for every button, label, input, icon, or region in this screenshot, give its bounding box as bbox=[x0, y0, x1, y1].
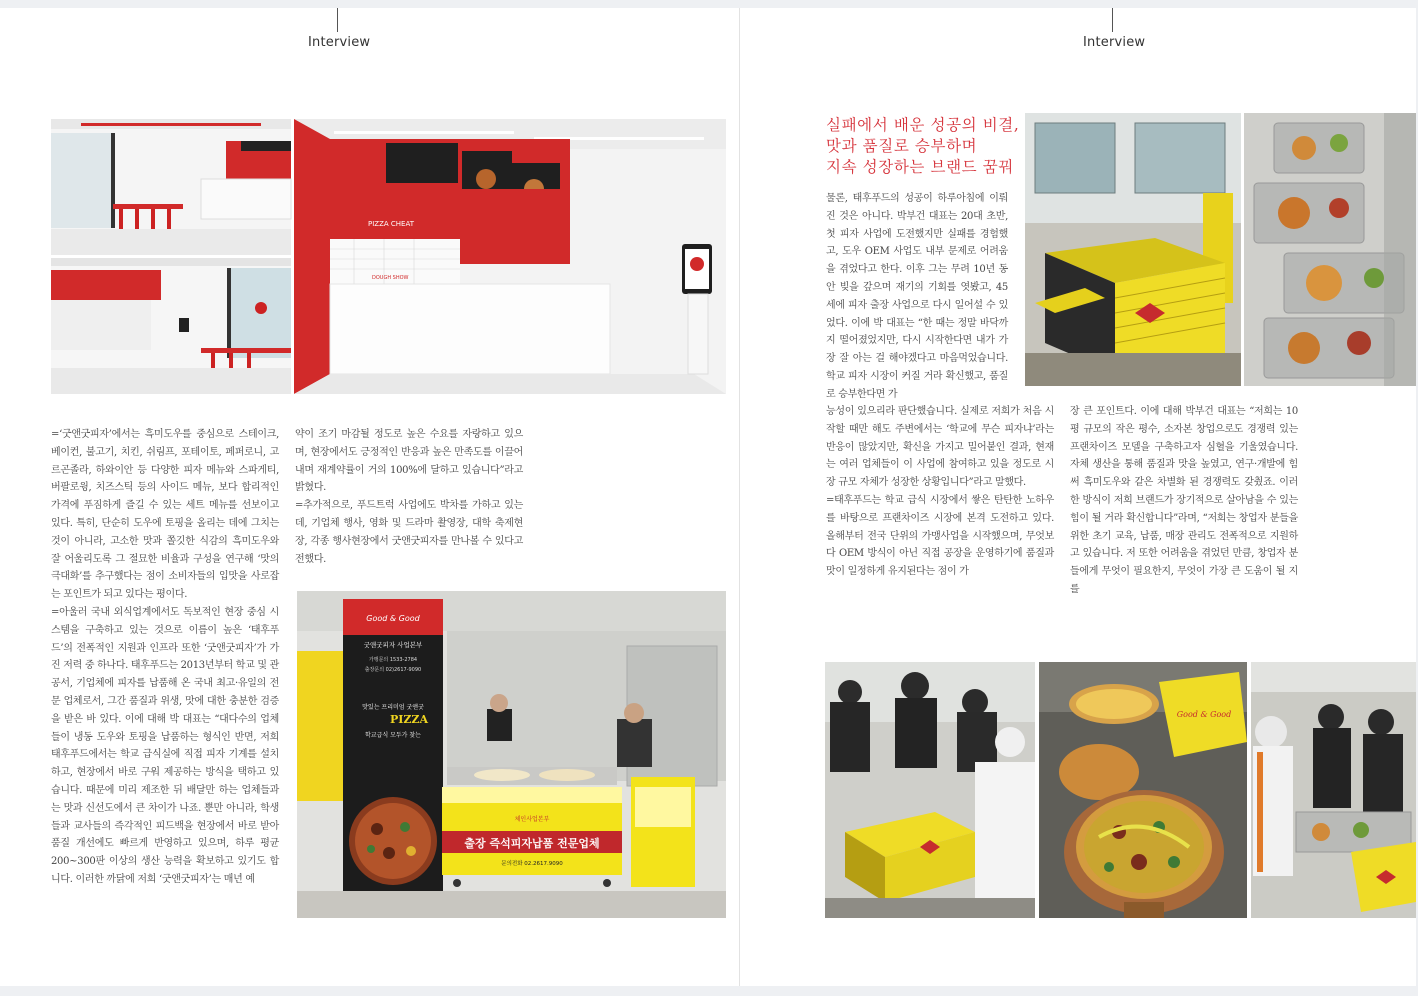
cart-subtitle: 체인사업본부 bbox=[514, 816, 550, 823]
article-heading: 실패에서 배운 성공의 비결, 맛과 품질로 승부하며 지속 성장하는 브랜드 꿈꿔 bbox=[826, 116, 1020, 176]
article-column-1-top: 물론, 태후푸드의 성공이 하루아침에 이뤄진 것은 아니다. 박부건 대표는 20대 초반, 첫 피자 사업에 도전했지만 실패를 경험했고, 도우 OEM 사업도 내부 문제로 어려움을 겪었다고 한다. 이후 그는 무려 10년 동안 빚을 갚으며 재기의 기회를 엿봤고, 45세에 피자 출장 사업으로 다시 일어설 수 있었다. 이에 박 대표는 “한 때는 정말 바닥까지 떨어졌었지만, 다시 시작한다면 내가 가장 잘 아는 걸 해야겠다고 마음먹었습니다. 학교 피자 시장이 커질 거라 확신했고, 품질로 승부한다면 가 bbox=[826, 193, 1011, 400]
pizza-peel-photo bbox=[1039, 662, 1247, 918]
store-interior-photo-2 bbox=[51, 258, 291, 394]
header-rule bbox=[337, 8, 338, 32]
banner-slogan-2: 학교급식 모두가 찾는 bbox=[365, 732, 421, 739]
article-column-1: =‘굿앤굿피자’에서는 흑미도우를 중심으로 스테이크, 베이컨, 불고기, 치킨, 쉬림프, 포테이토, 페퍼로니, 고르곤졸라, 하와이안 등 다양한 피자 메뉴와 스파게티, 버팔로윙, 치즈스틱 등의 사이드 메뉴, 보다 합리적인 가격에 푸짐하게 즐길 수 있는 세트 메뉴를 선보이고 있다. 특히, 단순히 도우에 토핑을 올리는 데에 그치는 것이 아니라, 고소한 맛과 쫄깃한 식감의 흑미도우와 잘 어울리도록 그 절묘한 비율과 구성을 연구해 ‘맛의 극대화’를 추구했다는 점이 소비자들의 입맛을 사로잡는 포인트가 되고 있다는 평이다. =아울러 국내 외식업계에서도 독보적인 현장 중심 시스템을 구축하고 있는 것으로 이름이 높은 ‘태후푸드’의 전폭적인 지원과 인프라 또한 ‘굿앤굿피자’가 가진 저력 중 하나다. 태후푸드는 2013년부터 학교 및 관공서, 기업체에 피자를 납품해 온 국내 최고·유일의 전문 업체로서, 그간 품질과 위생, 맛에 대한 충분한 검증을 받은 바 있다. 이에 대해 박 대표는 “대다수의 업체들이 냉동 도우와 토핑을 납품하는 형식인 반면, 저희 태후푸드에서는 학교 급식실에 직접 피자 기계를 설치하고, 현장에서 바로 구워 제공하는 방식을 택하고 있습니다. 때문에 미리 제조한 뒤 배달만 하는 업체들과는 맛과 신선도에서 큰 차이가 나죠. 뿐만 아니라, 학생들과 교사들의 즉각적인 피드백을 현장에서 바로 받아 품질 개선에도 빠르게 반영하고 있으며, 하루 평균 200~300판 이상의 생산 능력을 확보하고 있기도 합니다. 이러한 까닭에 저희 ‘굿앤굿피자’는 매년 예 bbox=[51, 429, 279, 885]
left-page bbox=[0, 8, 740, 986]
article-column-2: 약이 조기 마감될 정도로 높은 수요를 자랑하고 있으며, 현장에서도 긍정적인 반응과 높은 만족도를 이끌어내며 재계약률이 거의 100%에 달하고 있습니다”라고 밝혔다. =추가적으로, 푸드트럭 사업에도 박차를 가하고 있는데, 기업체 행사, 영화 및 드라마 촬영장, 대학 축제현장, 각종 행사현장에서 굿앤굿피자를 만나볼 수 있다고 전했다. bbox=[295, 429, 523, 565]
article-column-2: 장 큰 포인트다. 이에 대해 박부건 대표는 “저희는 10평 규모의 작은 평수, 소자본 창업으로도 경쟁력 있는 프랜차이즈 모델을 구축하고자 심혈을 기울였습니다. 자체 생산을 통해 품질과 맛을 높였고, 연구·개발에 힘써 흑미도우와 같은 차별화 된 경쟁력도 갖췄죠. 이러한 방식이 저희 브랜드가 장기적으로 살아남을 수 있는 힘이 될 거라 확신합니다”라며, “저희는 창업자 분들을 위한 초기 교육, 납품, 매장 관리도 전폭적으로 지원하고 있습니다. 저 또한 어려움을 겪었던 만큼, 창업자 분들에게 무엇이 필요한지, 무엇이 가장 큰 도움이 될 지를 bbox=[1070, 406, 1301, 595]
box-brand-text: Good & Good bbox=[1176, 710, 1232, 719]
section-label: Interview bbox=[308, 35, 371, 50]
banner-office: 굿앤굿피자 사업본부 bbox=[363, 641, 423, 649]
section-label: Interview bbox=[1083, 35, 1146, 50]
right-page bbox=[740, 8, 1416, 986]
students-line-photo bbox=[1251, 662, 1416, 918]
pizza-boxes-stack-photo bbox=[1025, 113, 1241, 386]
banner-phone-1: 가맹문의 1533-2784 bbox=[368, 657, 418, 663]
header-rule bbox=[1112, 8, 1113, 32]
store-interior-photo-1 bbox=[51, 119, 291, 255]
kitchen-cart-photo bbox=[297, 591, 726, 918]
cafeteria-trays-photo bbox=[1244, 113, 1416, 386]
banner-pizza-word: PIZZA bbox=[389, 713, 429, 726]
banner-brand: Good & Good bbox=[366, 614, 420, 623]
menu-board-text: DOUGH SHOW bbox=[372, 275, 409, 281]
students-serving-photo bbox=[825, 662, 1035, 918]
banner-slogan-1: 맛있는 프리미엄 굿앤굿 bbox=[362, 704, 424, 711]
store-interior-main-photo bbox=[294, 119, 726, 394]
store-sign-text: PIZZA CHEAT bbox=[368, 220, 414, 228]
banner-phone-2: 출장문의 02)2617-9090 bbox=[364, 667, 422, 673]
cart-phone: 문의전화 02.2617.9090 bbox=[501, 861, 563, 867]
article-column-1-bottom: 능성이 있으리라 판단했습니다. 실제로 저희가 처음 시작할 때만 해도 주변에서는 ‘학교에 무슨 피자냐’라는 반응이 많았지만, 확신을 가지고 밀어붙인 결과, 현재는 여러 업체들이 이 사업에 참여하고 있을 정도로 시장 규모 자체가 성장한 상황입니다”라고 말했다. =태후푸드는 학교 급식 시장에서 쌓은 탄탄한 노하우를 바탕으로 프랜차이즈 시장에 본격 도전하고 있다. 올해부터 전국 단위의 가맹사업을 시작했으며, 무엇보다 OEM 방식이 아닌 직접 공장을 운영하기에 품질과 맛이 일정하게 유지된다는 점이 가 bbox=[826, 406, 1054, 578]
cart-title: 출장 즉석피자납품 전문업체 bbox=[464, 837, 600, 850]
